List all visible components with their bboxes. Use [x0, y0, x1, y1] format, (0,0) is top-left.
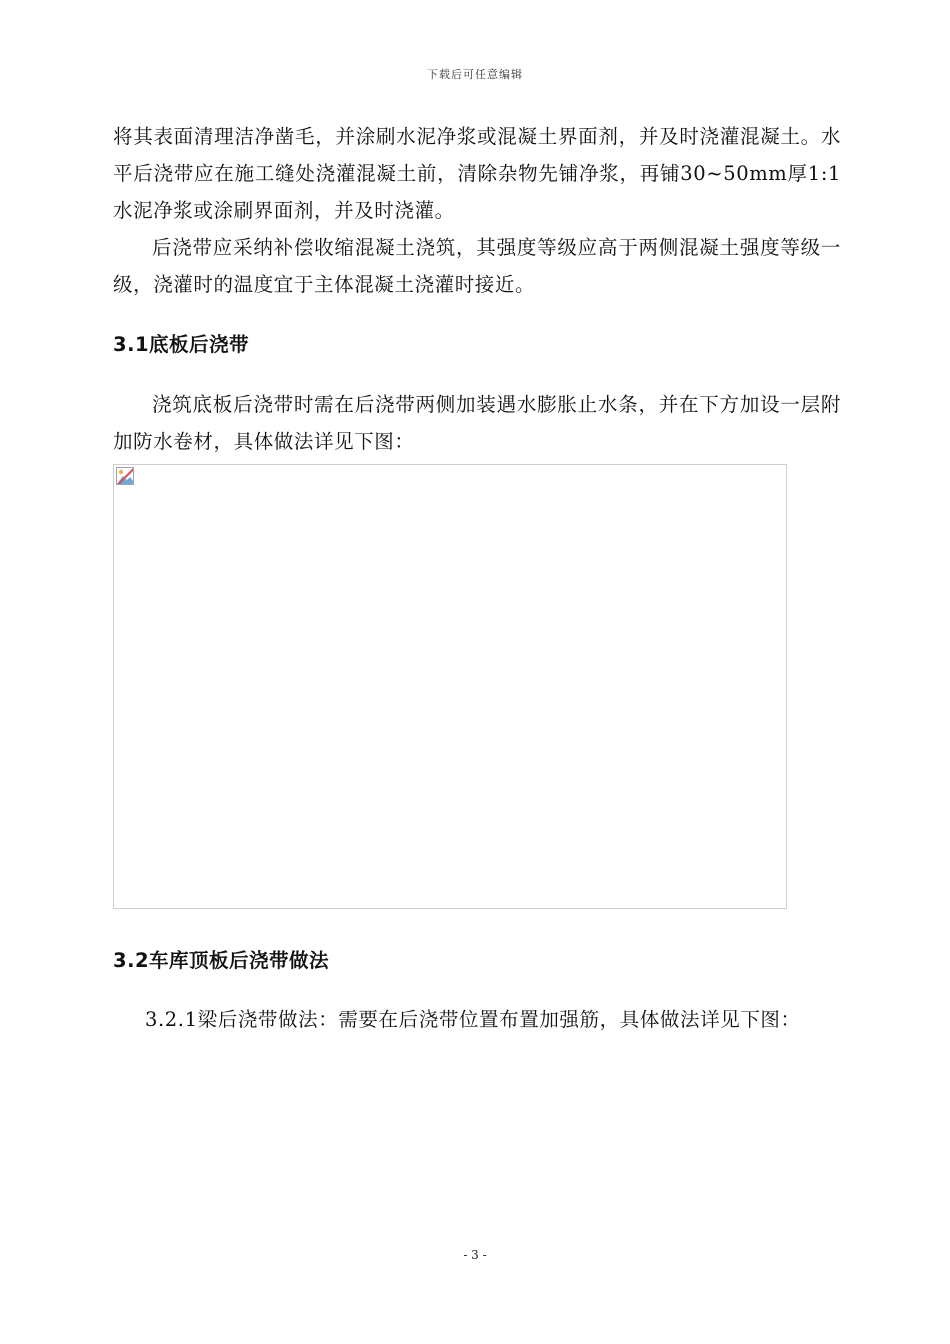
- section-heading-3-1: 3.1底板后浇带: [113, 333, 250, 356]
- section-heading-3-2: 3.2车库顶板后浇带做法: [113, 949, 330, 972]
- broken-image-icon: [116, 467, 134, 485]
- page-header: 下载后可任意编辑: [427, 68, 523, 81]
- paragraph-floor-slab-band: 浇筑底板后浇带时需在后浇带两侧加装遇水膨胀止水条，并在下方加设一层附加防水卷材，具体做法详见下图：: [113, 393, 841, 453]
- figure-placeholder: [113, 464, 787, 909]
- paragraph-beam-band: 3.2.1梁后浇带做法：需要在后浇带位置布置加强筋，具体做法详见下图：: [145, 1008, 801, 1031]
- page-number: - 3 -: [463, 1248, 487, 1262]
- paragraph-shrinkage-concrete: 后浇带应采纳补偿收缩混凝土浇筑，其强度等级应高于两侧混凝土强度等级一级，浇灌时的温度宜于主体混凝土浇灌时接近。: [113, 236, 841, 296]
- paragraph-construction-joint: 将其表面清理洁净凿毛，并涂刷水泥净浆或混凝土界面剂，并及时浇灌混凝土。水平后浇带应在施工缝处浇灌混凝土前，清除杂物先铺净浆，再铺30~50mm厚1:1水泥净浆或涂刷界面剂，并及时浇灌。: [113, 125, 841, 222]
